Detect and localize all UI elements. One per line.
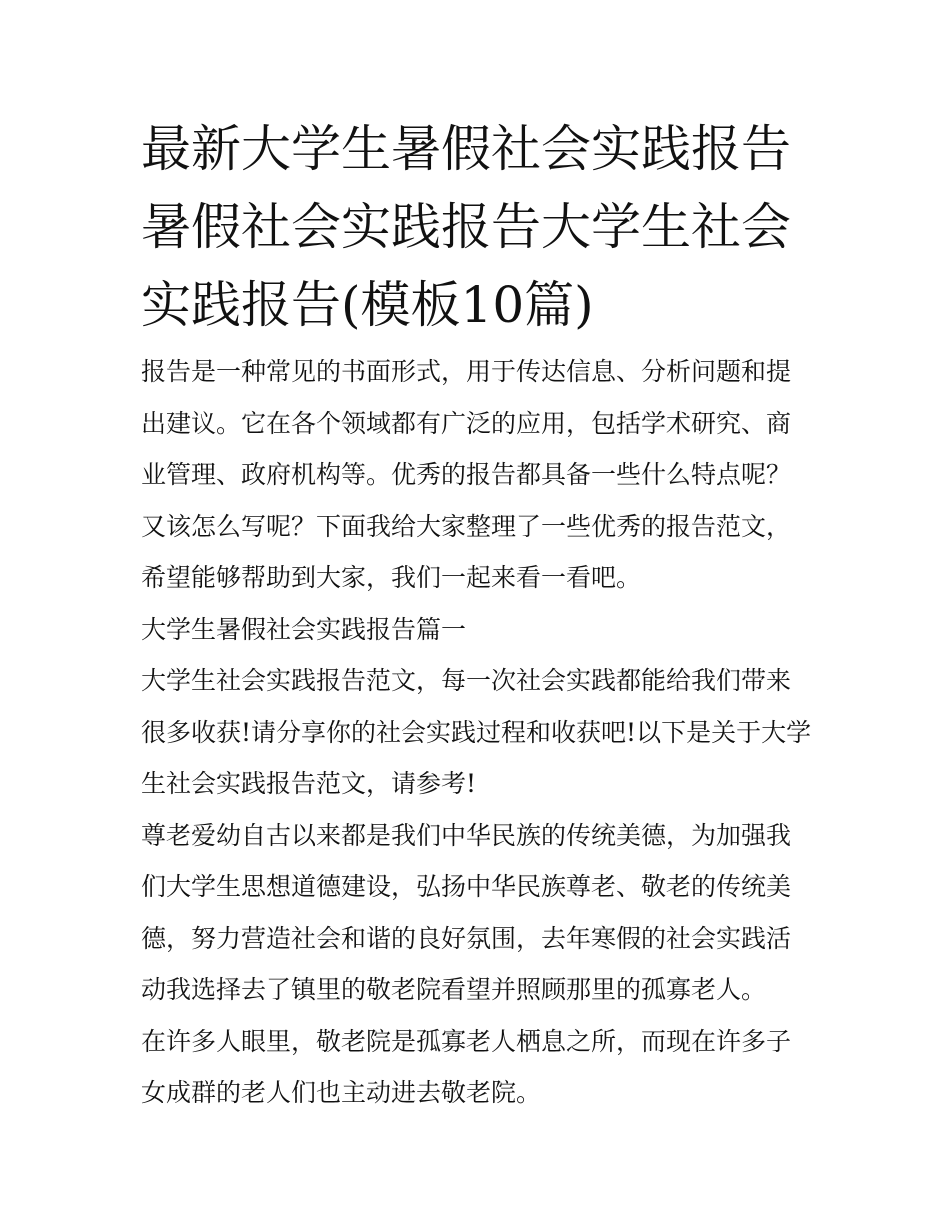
body-paragraph: 大学生社会实践报告范文，每一次社会实践都能给我们带来很多收获!请分享你的社会实践过程和收获吧!以下是关于大学生社会实践报告范文，请参考! <box>141 666 812 798</box>
document-page <box>141 110 813 1119</box>
intro-paragraph: 报告是一种常见的书面形式，用于传达信息、分析问题和提出建议。它在各个领域都有广泛的应用，包括学术研究、商业管理、政府机构等。优秀的报告都具备一些什么特点呢？又该怎么写呢？下面我给大家整理了一些优秀的报告范文，希望能够帮助到大家，我们一起来看一看吧。 <box>141 357 792 592</box>
document-title: 最新大学生暑假社会实践报告暑假社会实践报告大学生社会实践报告(模板10篇) <box>141 120 791 334</box>
title-block <box>141 110 813 344</box>
section-heading: 大学生暑假社会实践报告篇一 <box>141 614 467 644</box>
body-paragraph: 在许多人眼里，敬老院是孤寡老人栖息之所，而现在许多子女成群的老人们也主动进去敬老院。 <box>141 1026 792 1107</box>
body-paragraph: 尊老爱幼自古以来都是我们中华民族的传统美德，为加强我们大学生思想道德建设，弘扬中华民族尊老、敬老的传统美德，努力营造社会和谐的良好氛围，去年寒假的社会实践活动我选择去了镇里的敬老院看望并照顾那里的孤寡老人。 <box>141 820 792 1004</box>
document-body <box>141 346 813 1119</box>
